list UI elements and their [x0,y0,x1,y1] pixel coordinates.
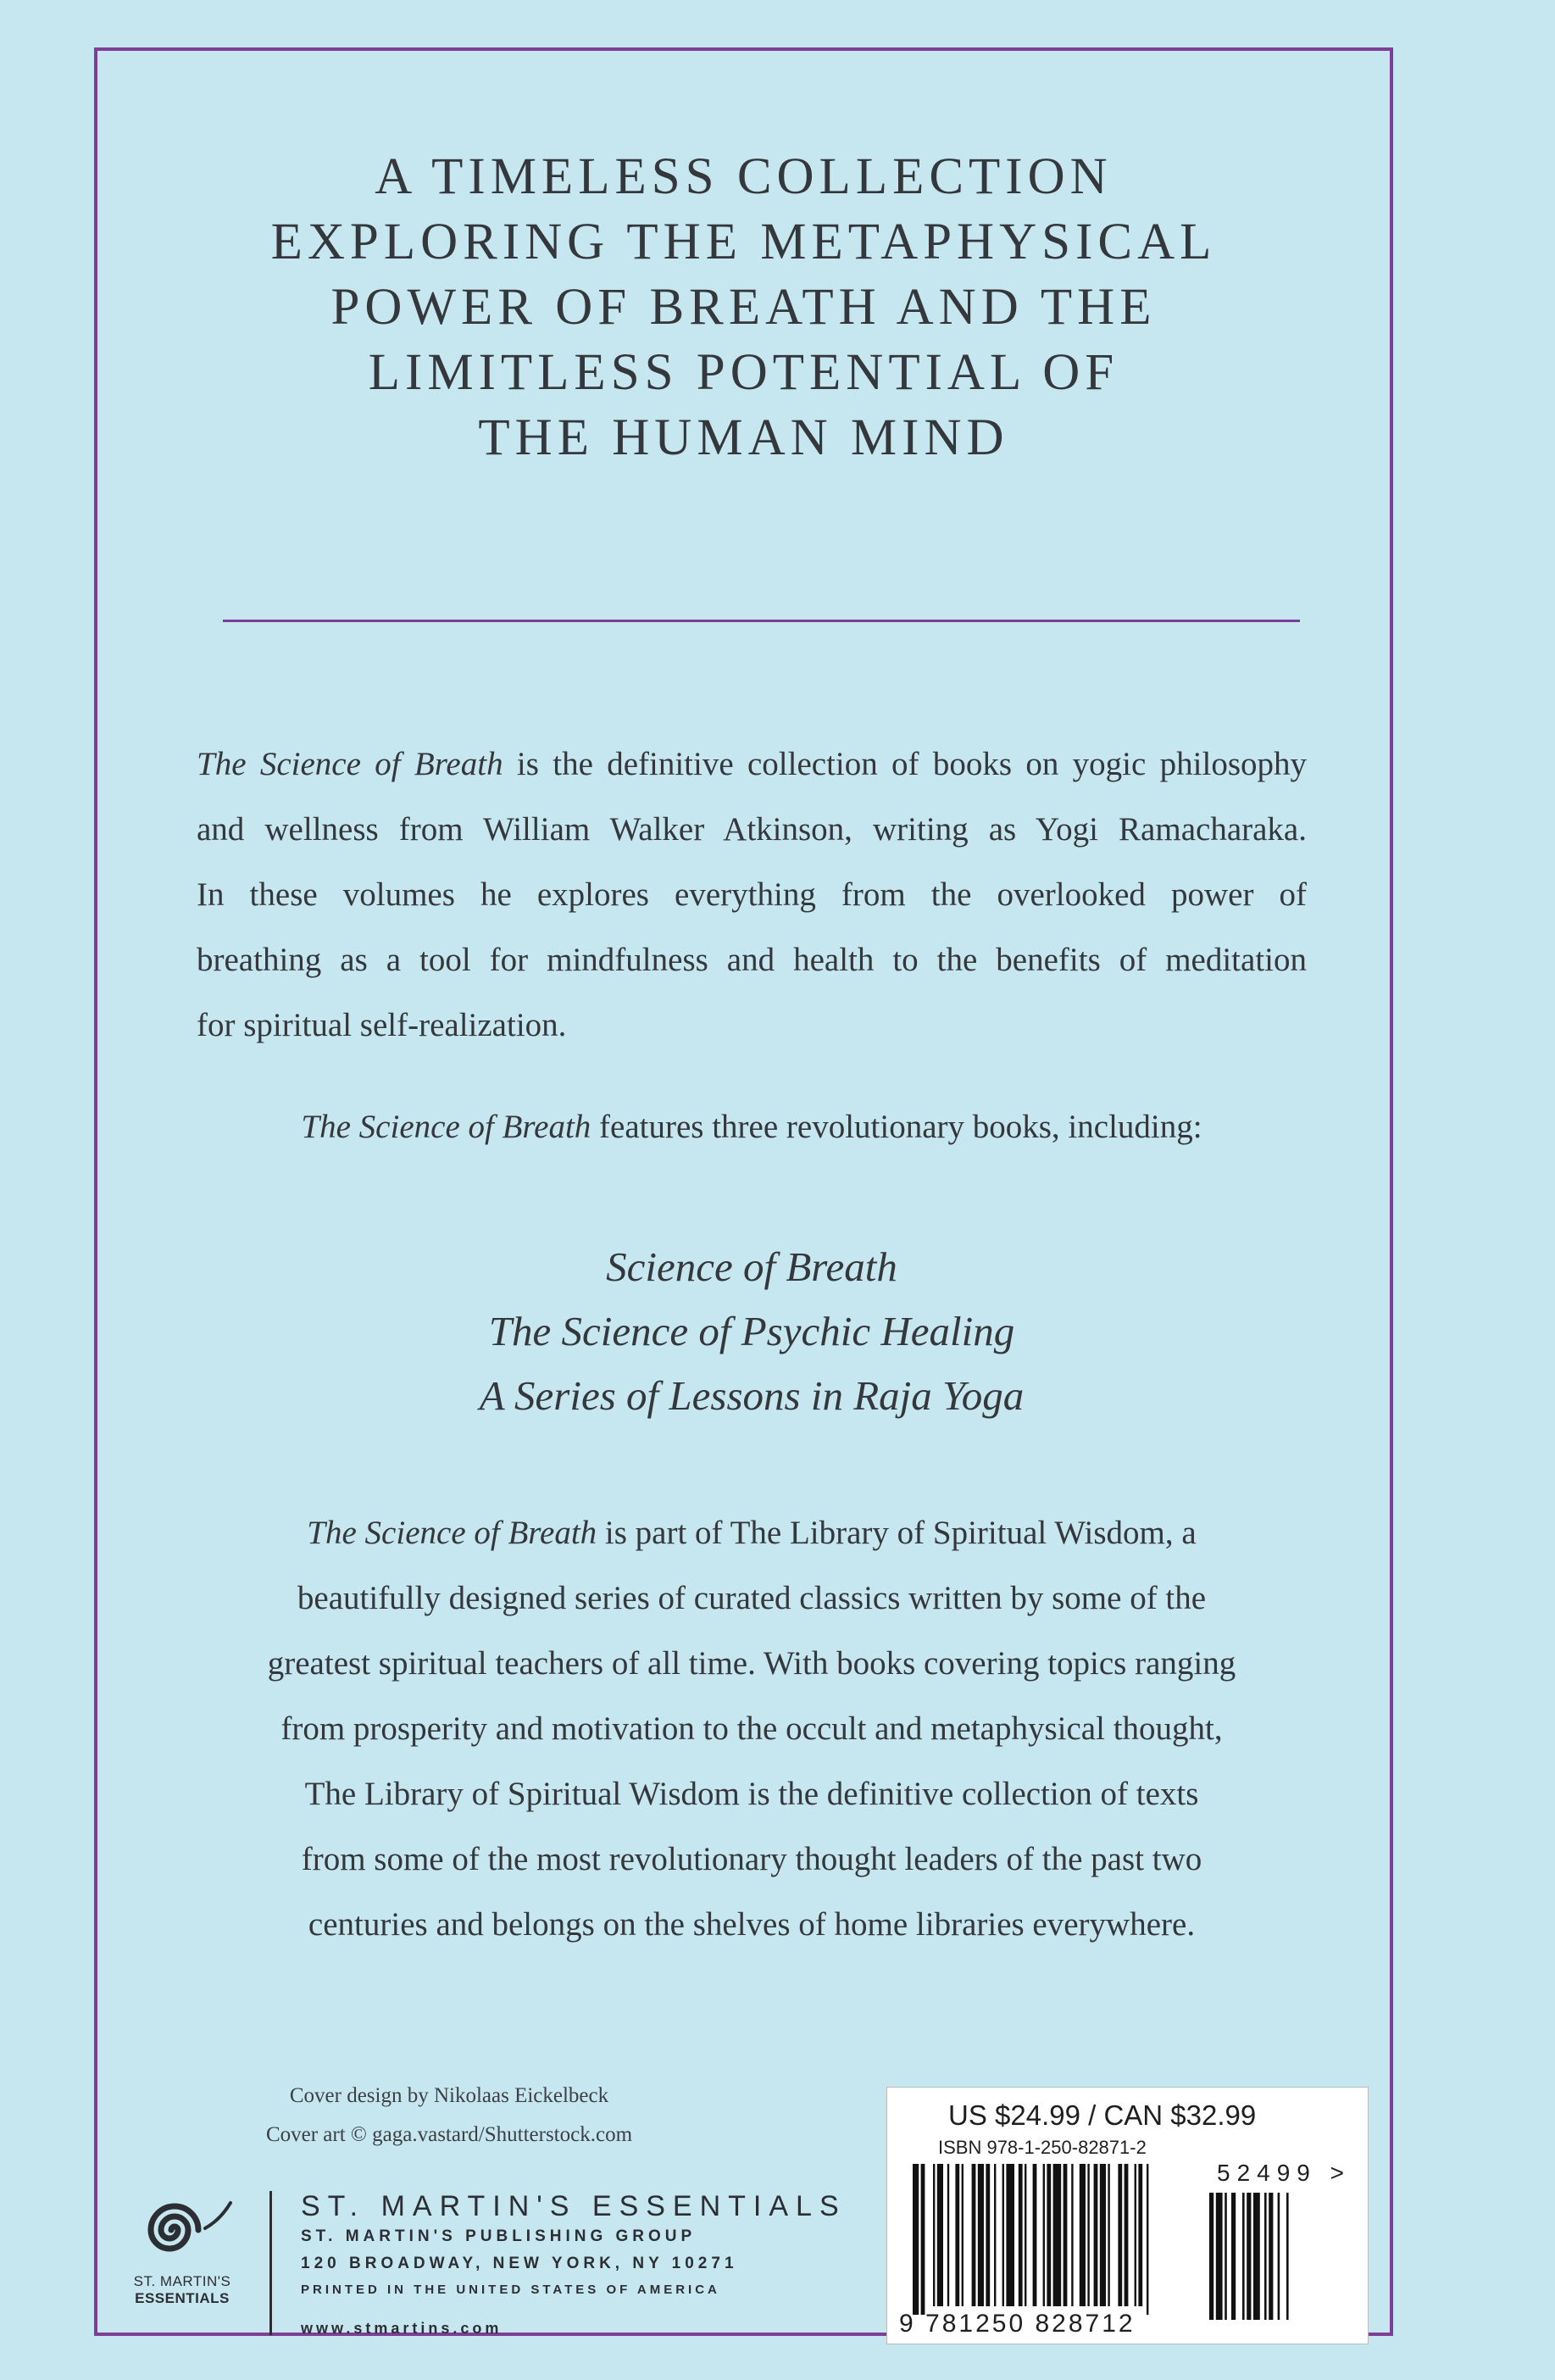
addon-bar [1247,2193,1251,2320]
barcode-bar [1071,2164,1073,2306]
description-paragraph-1 [197,731,1307,1058]
headline [136,144,1352,470]
barcode-bar [1080,2164,1086,2306]
divider-rule [223,620,1300,622]
text-line: centuries and belongs on the shelves of home libraries everywhere. [308,1906,1196,1943]
book-title-italic: The Science of Breath [197,746,503,782]
barcode-bar [947,2164,949,2306]
barcode-bar [1047,2164,1051,2306]
text-line: greatest spiritual teachers of all time. With books covering topics ranging [267,1645,1236,1682]
included-titles-list [197,1235,1307,1428]
imprint-address: 120 BROADWAY, NEW YORK, NY 10271 [301,2255,738,2272]
logo-line-1: ST. MARTIN'S [133,2273,231,2289]
addon-bar [1242,2193,1245,2320]
text-line: breathing as a tool for mindfulness and health to the benefits of meditation [197,942,1307,978]
barcode-bar [1125,2164,1129,2306]
addon-bar [1216,2193,1223,2320]
barcode-bar [1094,2164,1098,2306]
logo-wordmark [110,2273,254,2307]
imprint-brand: ST. MARTIN'S ESSENTIALS [301,2190,847,2222]
barcode-bar [986,2164,990,2306]
barcode-bar [962,2164,964,2306]
barcode-bar [978,2164,984,2306]
book-title-italic: The Science of Breath [301,1109,591,1145]
text-line: from prosperity and motivation to the occult and metaphysical thought, [280,1710,1223,1747]
barcode-bar [1118,2164,1122,2306]
barcode-bar [913,2164,919,2315]
barcode-bar [1135,2164,1136,2306]
headline-line: A TIMELESS COLLECTION [375,148,1113,205]
barcode-bar [955,2164,959,2306]
barcode-bar [1138,2164,1142,2306]
publisher-logo [110,2191,254,2310]
barcode-bar [994,2164,996,2306]
addon-digits: 52499 > [1217,2160,1351,2186]
addon-bar [1264,2193,1267,2320]
text-line: The Science of Breath is the definitive collection of books on yogic philosophy [197,746,1307,782]
addon-bar [1278,2193,1280,2320]
barcode-bar [1100,2164,1106,2306]
barcode-bar [1064,2164,1068,2306]
barcode-bar [1053,2164,1062,2306]
addon-bar [1209,2193,1213,2320]
text-line: The Science of Breath is part of The Library of Spiritual Wisdom, a [307,1515,1197,1551]
headline-line: EXPLORING THE METAPHYSICAL [270,214,1217,270]
addon-bar [1269,2193,1273,2320]
barcode-bars [887,2088,1369,2345]
barcode-bar [1043,2164,1045,2306]
text-line: In these volumes he explores everything from the overlooked power of [197,876,1307,913]
barcode-bar [1025,2164,1026,2306]
cover-credits [178,2077,720,2155]
barcode-bar [1087,2164,1089,2306]
addon-bar [1225,2193,1227,2320]
price-label: US $24.99 / CAN $32.99 [948,2099,1257,2131]
barcode-bar [1033,2164,1037,2306]
imprint-publisher: ST. MARTIN'S PUBLISHING GROUP [301,2227,697,2245]
barcode-bar [933,2164,935,2306]
included-title: The Science of Psychic Healing [488,1308,1015,1354]
imprint-divider [269,2191,272,2335]
headline-line: THE HUMAN MIND [478,409,1009,466]
addon-bar [1231,2193,1236,2320]
barcode-digits: 9 781250 828712 [899,2310,1136,2338]
text-line: The Library of Spiritual Wisdom is the definitive collection of texts [304,1776,1199,1812]
imprint-printed: PRINTED IN THE UNITED STATES OF AMERICA [301,2283,720,2297]
barcode-bar [921,2164,925,2315]
text-line: from some of the most revolutionary thought leaders of the past two [301,1841,1202,1877]
logo-line-2: ESSENTIALS [135,2290,230,2306]
description-paragraph-2: The Science of Breath features three revolutionary books, including: [301,1109,1202,1145]
headline-line: LIMITLESS POTENTIAL OF [368,344,1119,401]
addon-bar [1253,2193,1260,2320]
barcode-box [886,2087,1369,2344]
isbn-label: ISBN 978-1-250-82871-2 [938,2137,1147,2158]
barcode-bar [1147,2164,1148,2315]
cover-design-credit: Cover design by Nikolaas Eickelbeck [289,2084,609,2107]
barcode-bar [1002,2164,1004,2306]
addon-bar [1286,2193,1289,2320]
publisher-url: www.stmartins.com [301,2320,503,2337]
barcode-bar [972,2164,976,2306]
description-paragraph-3 [188,1500,1315,1957]
cover-art-credit: Cover art © gaga.vastard/Shutterstock.com [265,2123,633,2146]
barcode-bar [1108,2164,1109,2306]
text-line: beautifully designed series of curated classics written by some of the [297,1580,1207,1616]
text-line: for spiritual self-realization. [197,1007,567,1043]
text-line: and wellness from William Walker Atkinson, writing as Yogi Ramacharaka. [197,811,1307,848]
book-title-italic: The Science of Breath [307,1515,597,1551]
included-title: Science of Breath [606,1243,897,1290]
publisher-imprint [301,2189,894,2347]
barcode-bar [1006,2164,1014,2306]
spiral-icon [110,2191,254,2269]
included-title: A Series of Lessons in Raja Yoga [479,1372,1025,1419]
headline-line: POWER OF BREATH AND THE [330,279,1157,336]
barcode-bar [937,2164,943,2306]
barcode-bar [1019,2164,1023,2306]
